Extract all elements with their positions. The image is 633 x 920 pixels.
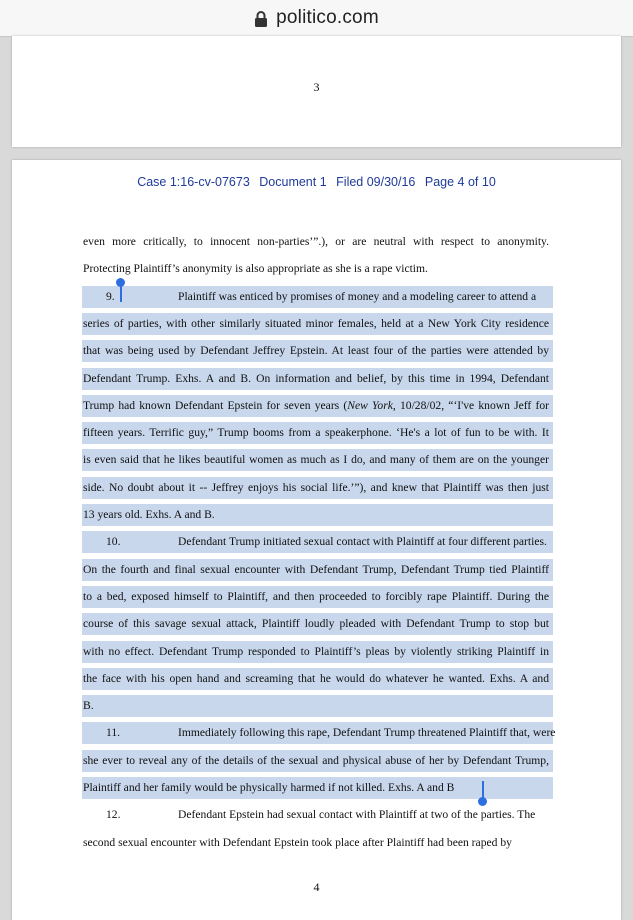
text-line	[83, 289, 549, 305]
text-line	[83, 589, 549, 605]
italic-citation: New York,	[347, 398, 396, 412]
text-line	[83, 234, 549, 250]
text-line	[83, 725, 556, 741]
filed-date: Filed 09/30/16	[336, 175, 416, 189]
line-text: is even said that he likes beautiful women as much as I do, and many of them are on the younger	[83, 453, 549, 467]
line-text: Immediately following this rape, Defendant Trump threatened Plaintiff that, were	[178, 726, 556, 740]
text-line	[83, 534, 549, 550]
text-line	[83, 343, 549, 359]
line-text: 13 years old. Exhs. A and B.	[83, 508, 215, 521]
text-line	[83, 835, 549, 851]
line-text: Trump had known Defendant Epstein for seven years (	[83, 398, 348, 412]
line-text: even more critically, to innocent non-parties’”.), or are neutral with respect to anonymity.	[83, 235, 549, 248]
line-text: course of this savage sexual attack, Plaintiff loudly pleaded with Defendant Trump to stop but	[83, 617, 549, 631]
url-text: politico.com	[276, 7, 379, 28]
lock-icon	[254, 10, 268, 28]
text-line	[83, 371, 549, 387]
text-line	[83, 507, 549, 523]
line-text: fifteen years. Terrific guy,” Trump booms from a speakerphone. ‘He's a lot of fun to be with. It	[83, 426, 549, 440]
document-number: Document 1	[259, 175, 327, 189]
text-line	[83, 698, 549, 714]
line-text: Plaintiff and her family would be physically harmed if not killed. Exhs. A and B	[83, 781, 455, 794]
text-line	[83, 452, 549, 468]
text-line	[83, 780, 549, 796]
text-line	[83, 398, 549, 414]
line-text: that was being used by Defendant Jeffrey Epstein. At least four of the parties were attended by	[83, 344, 549, 358]
previous-page	[12, 36, 621, 147]
line-text: series of parties, with other similarly situated minor females, held at a New York City residence	[83, 316, 549, 330]
case-number: Case 1:16-cv-07673	[137, 175, 250, 189]
text-line	[83, 480, 549, 496]
page-number: 4	[313, 880, 320, 894]
text-line	[83, 616, 549, 632]
paragraph-number: 11.	[106, 726, 121, 740]
line-text: B.	[83, 699, 94, 713]
line-text: second sexual encounter with Defendant Epstein took place after Plaintiff had been raped by	[83, 835, 512, 849]
text-line	[83, 644, 549, 660]
line-text: side. No doubt about it -- Jeffrey enjoys his social life.’”), and knew that Plaintiff was then just	[83, 480, 549, 494]
text-line	[83, 562, 549, 578]
text-line	[83, 261, 549, 277]
line-text: 10/28/02, “‘I've known Jeff for	[395, 398, 550, 412]
text-line	[83, 807, 549, 823]
line-text: Defendant Epstein had sexual contact with Plaintiff at two of the parties. The	[178, 808, 536, 822]
page-of: Page 4 of 10	[424, 175, 496, 189]
line-text: to a bed, exposed himself to Plaintiff, and then proceeded to forcibly rape Plaintiff. During the	[83, 589, 549, 603]
line-text: the face with his open hand and screaming that he would do whatever he wanted. Exhs. A and	[83, 671, 549, 685]
line-text: with no effect. Defendant Trump responded to Plaintiff’s pleas by violently striking Plaintiff in	[83, 644, 549, 658]
selection-start-caret	[120, 284, 122, 302]
paragraph-number: 10.	[106, 535, 121, 549]
text-line	[83, 316, 549, 332]
line-text: On the fourth and final sexual encounter with Defendant Trump, Defendant Trump tied Plaintiff	[83, 562, 549, 576]
text-line	[83, 753, 549, 769]
paragraph-number: 9.	[106, 289, 115, 303]
text-line	[83, 671, 549, 687]
line-text: Plaintiff was enticed by promises of money and a modeling career to attend a	[178, 289, 537, 303]
paragraph-number: 12.	[106, 808, 121, 822]
line-text: Protecting Plaintiff’s anonymity is also appropriate as she is a rape victim.	[83, 262, 428, 276]
document-body[interactable]	[12, 160, 621, 920]
line-text: Defendant Trump. Exhs. A and B. On information and belief, by this time in 1994, Defendant	[83, 371, 549, 385]
current-page	[12, 160, 621, 920]
line-text: Defendant Trump initiated sexual contact with Plaintiff at four different parties.	[178, 535, 547, 549]
text-line	[83, 425, 549, 441]
page-number: 3	[313, 80, 320, 94]
address-bar[interactable]	[0, 0, 633, 37]
selection-end-handle[interactable]	[478, 797, 487, 806]
line-text: she ever to reveal any of the details of the sexual and physical abuse of her by Defendant Trump,	[83, 753, 549, 767]
